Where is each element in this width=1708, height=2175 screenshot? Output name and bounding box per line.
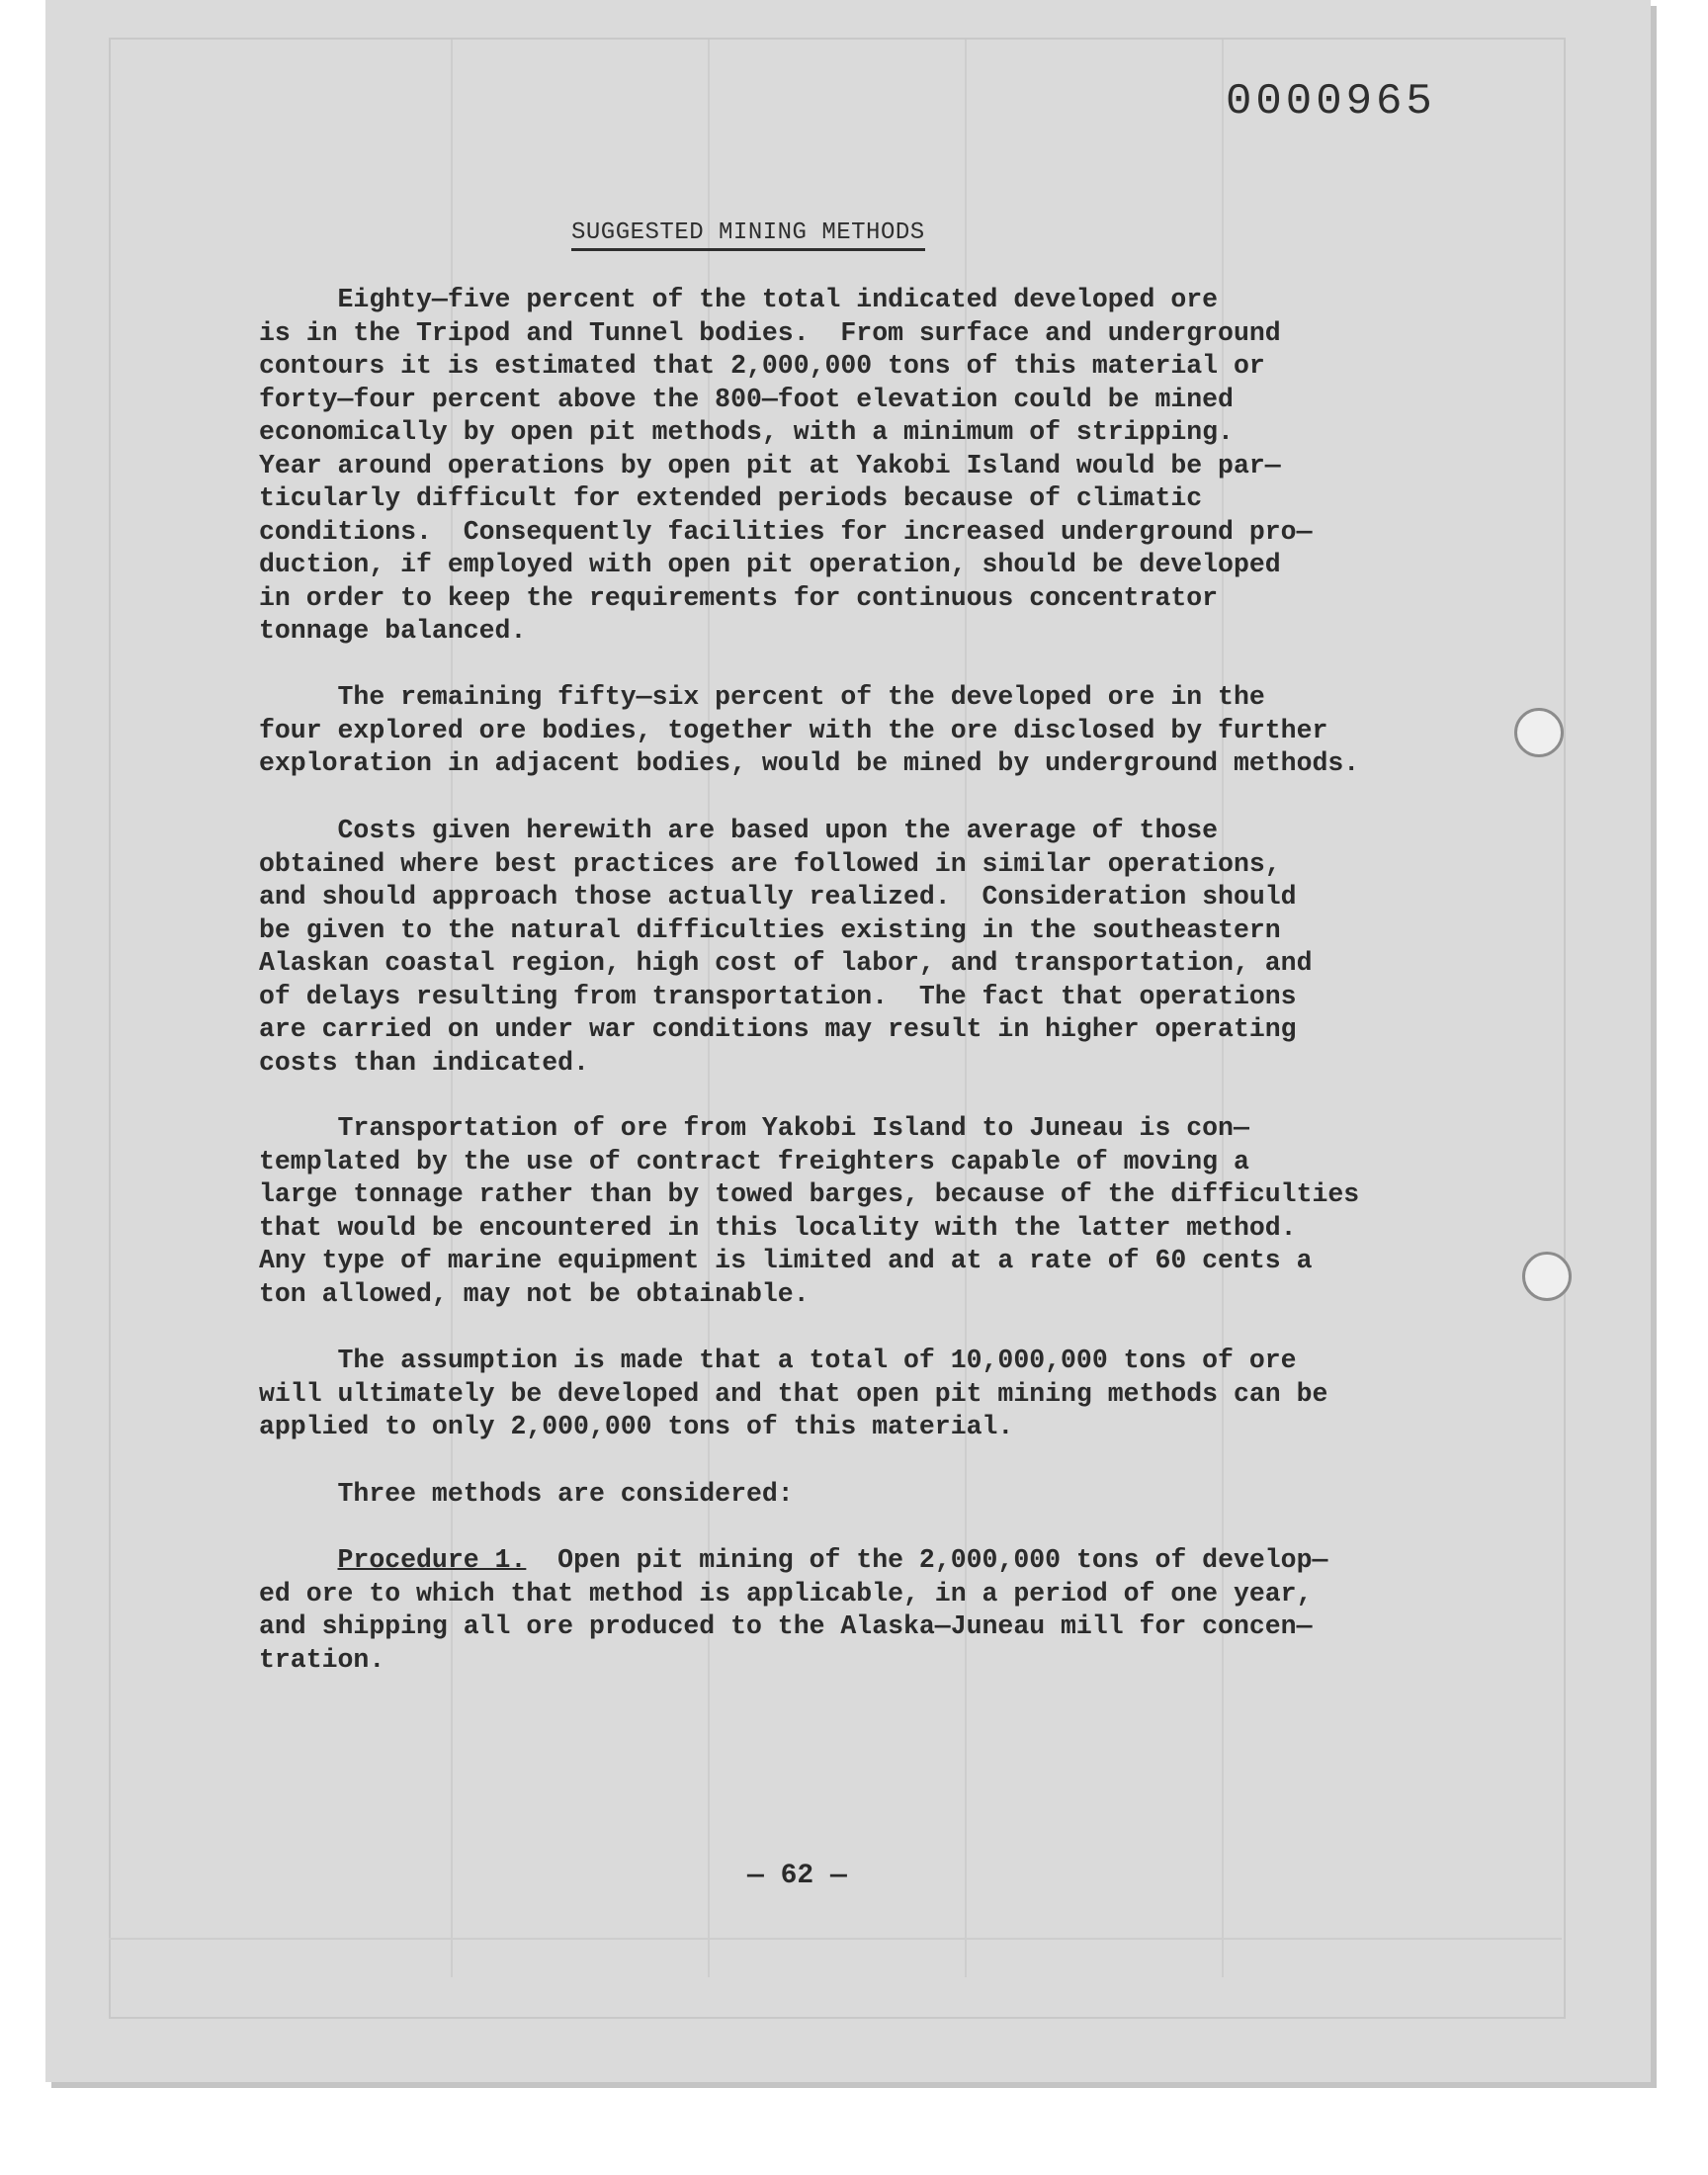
paragraph-methods-intro: Three methods are considered: (259, 1479, 794, 1509)
procedure-label: Procedure 1. (337, 1545, 527, 1575)
procedure-indent (259, 1545, 338, 1575)
paragraph-transportation: Transportation of ore from Yakobi Island to Juneau is con— templated by the use of contract freighters capable of moving a large tonnage rather than by towed barges, because of the difficulties that would be encountered in this locality with the latter method. Any type of marine equipment is limited and at a rate of 60 cents a ton allowed, may not be obtainable. (259, 1113, 1360, 1309)
punch-hole-top (1514, 708, 1564, 757)
footer-page-number: — 62 — (747, 1861, 847, 1891)
punch-hole-bottom (1522, 1252, 1572, 1301)
paragraph-assumption: The assumption is made that a total of 10,000,000 tons of ore will ultimately be developed and that open pit mining methods can be applied to only 2,000,000 tons of this material. (259, 1346, 1328, 1441)
paragraph-underground-methods: The remaining fifty—six percent of the developed ore in the four explored ore bodies, together with the ore disclosed by further exploration in adjacent bodies, would be mined by underground methods. (259, 682, 1360, 778)
procedure-text: Open pit mining of the 2,000,000 tons of develop— ed ore to which that method is applicable, in a period of one year, and shipping all ore produced to the Alaska—Juneau mill for concen— tration. (259, 1545, 1328, 1675)
document-heading: SUGGESTED MINING METHODS (571, 219, 925, 251)
paragraph-costs: Costs given herewith are based upon the average of those obtained where best practices are followed in similar operations, and should approach those actually realized. Consideration should be given to the natural difficulties existing in the southeastern Alaskan coastal region, high cost of labor, and transportation, and of delays resulting from transportation. The fact that operations are carried on under war conditions may result in higher operating costs than indicated. (259, 816, 1313, 1078)
bleed-through-line (109, 1938, 1562, 1940)
page-number-stamp: 0000965 (1226, 77, 1436, 127)
paragraph-procedure-1 (259, 1544, 1327, 1677)
paragraph-open-pit-estimate: Eighty—five percent of the total indicated developed ore is in the Tripod and Tunnel bodies. From surface and underground contours it is estimated that 2,000,000 tons of this material or forty—four percent above the 800—foot elevation could be mined economically by open pit methods, with a minimum of stripping. Year around operations by open pit at Yakobi Island would be par— ticularly difficult for extended periods because of climatic conditions. Consequently facilities for increased underground pro— duction, if employed with open pit operation, should be developed in order to keep the requirements for continuous concentrator tonnage balanced. (259, 285, 1313, 646)
